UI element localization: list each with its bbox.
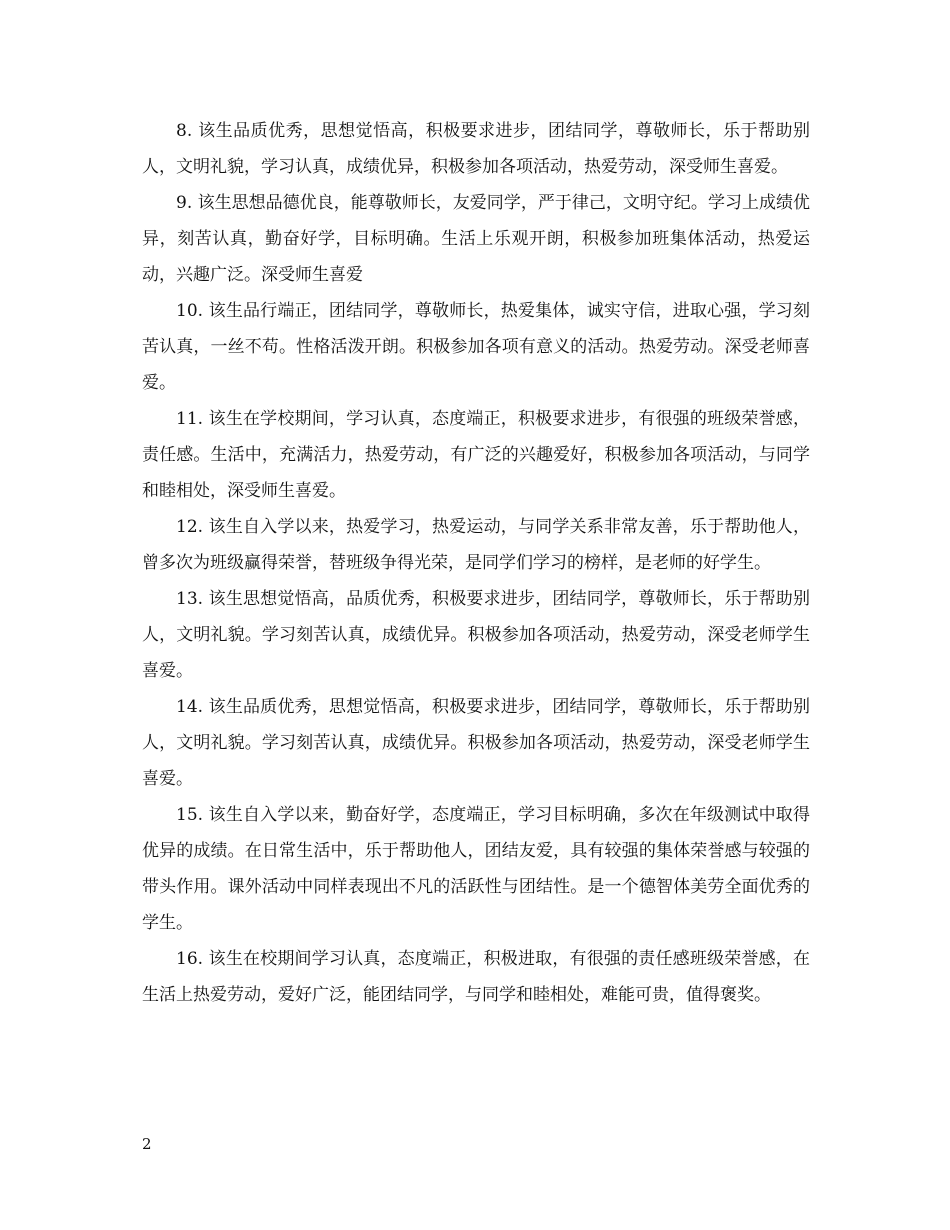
paragraph-12: 12. 该生自入学以来，热爱学习，热爱运动，与同学关系非常友善，乐于帮助他人，曾多次为班级赢得荣誉，替班级争得光荣，是同学们学习的榜样，是老师的好学生。	[142, 517, 810, 573]
paragraph-13: 13. 该生思想觉悟高，品质优秀，积极要求进步，团结同学，尊敬师长，乐于帮助别人，文明礼貌。学习刻苦认真，成绩优异。积极参加各项活动，热爱劳动，深受老师学生喜爱。	[142, 589, 810, 681]
paragraph-10: 10. 该生品行端正，团结同学，尊敬师长，热爱集体，诚实守信，进取心强，学习刻苦认真，一丝不苟。性格活泼开朗。积极参加各项有意义的活动。热爱劳动。深受老师喜爱。	[142, 301, 810, 393]
paragraph-8: 8. 该生品质优秀，思想觉悟高，积极要求进步，团结同学，尊敬师长，乐于帮助别人，文明礼貌，学习认真，成绩优异，积极参加各项活动，热爱劳动，深受师生喜爱。	[142, 121, 810, 177]
page-number: 2	[142, 1135, 152, 1153]
document-body	[142, 113, 810, 1013]
paragraph-14: 14. 该生品质优秀，思想觉悟高，积极要求进步，团结同学，尊敬师长，乐于帮助别人，文明礼貌。学习刻苦认真，成绩优异。积极参加各项活动，热爱劳动，深受老师学生喜爱。	[142, 697, 810, 789]
paragraph-16: 16. 该生在校期间学习认真，态度端正，积极进取，有很强的责任感班级荣誉感，在生活上热爱劳动，爱好广泛，能团结同学，与同学和睦相处，难能可贵，值得褒奖。	[142, 949, 810, 1005]
paragraph-9: 9. 该生思想品德优良，能尊敬师长，友爱同学，严于律己，文明守纪。学习上成绩优异，刻苦认真，勤奋好学，目标明确。生活上乐观开朗，积极参加班集体活动，热爱运动，兴趣广泛。深受师生喜爱	[142, 193, 810, 285]
paragraph-15: 15. 该生自入学以来，勤奋好学，态度端正，学习目标明确，多次在年级测试中取得优异的成绩。在日常生活中，乐于帮助他人，团结友爱，具有较强的集体荣誉感与较强的带头作用。课外活动中同样表现出不凡的活跃性与团结性。是一个德智体美劳全面优秀的学生。	[142, 805, 810, 933]
paragraph-11: 11. 该生在学校期间，学习认真，态度端正，积极要求进步，有很强的班级荣誉感，责任感。生活中，充满活力，热爱劳动，有广泛的兴趣爱好，积极参加各项活动，与同学和睦相处，深受师生喜爱。	[142, 409, 810, 501]
